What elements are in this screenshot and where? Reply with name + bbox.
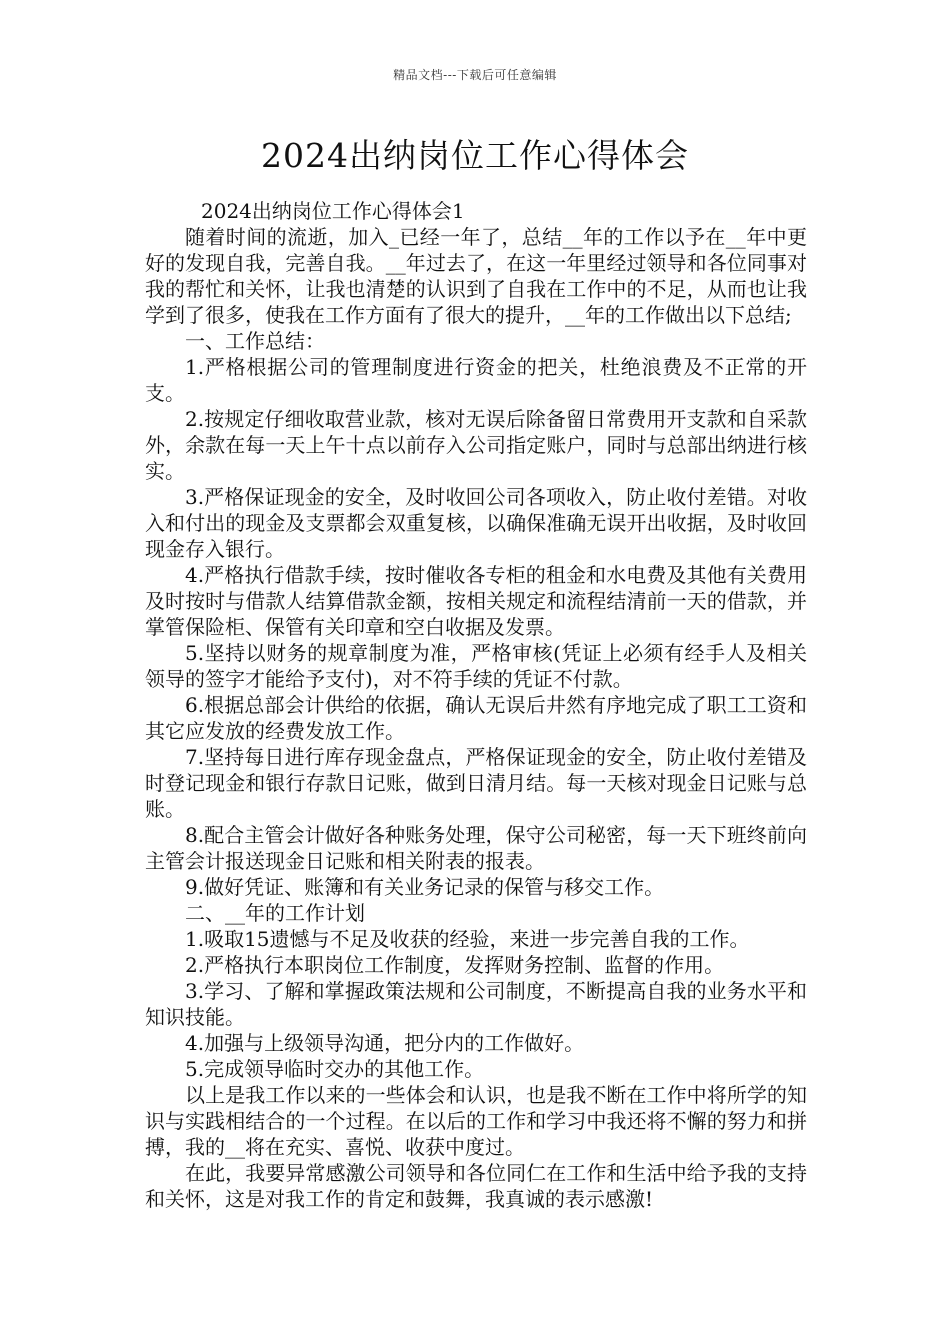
list-item: 4.严格执行借款手续，按时催收各专柜的租金和水电费及其他有关费用及时按时与借款人结算借款金额，按相关规定和流程结清前一天的借款，并掌管保险柜、保管有关印章和空白收据及发票。 [145, 563, 807, 639]
list-item: 9.做好凭证、账簿和有关业务记录的保管与移交工作。 [185, 875, 665, 899]
list-item: 5.坚持以财务的规章制度为准，严格审核(凭证上必须有经手人及相关领导的签字才能给予支付)，对不符手续的凭证不付款。 [145, 641, 807, 691]
list-item: 4.加强与上级领导沟通，把分内的工作做好。 [185, 1031, 585, 1055]
list-item: 1.严格根据公司的管理制度进行资金的把关，杜绝浪费及不正常的开支。 [145, 355, 807, 405]
list-item: 2.严格执行本职岗位工作制度，发挥财务控制、监督的作用。 [185, 953, 725, 977]
section-heading: 2024出纳岗位工作心得体会1 [201, 199, 465, 223]
list-item: 3.严格保证现金的安全，及时收回公司各项收入，防止收付差错。对收入和付出的现金及支票都会双重复核，以确保准确无误开出收据，及时收回现金存入银行。 [145, 485, 807, 561]
list-item: 5.完成领导临时交办的其他工作。 [185, 1057, 485, 1081]
paragraph: 随着时间的流逝，加入_已经一年了，总结__年的工作以予在__年中更好的发现自我，完善自我。__年过去了，在这一年里经过领导和各位同事对我的帮忙和关怀，让我也清楚的认识到了自我在工作中的不足，从而也让我学到了很多，使我在工作方面有了很大的提升，__年的工作做出以下总结; [145, 225, 807, 327]
list-item: 3.学习、了解和掌握政策法规和公司制度，不断提高自我的业务水平和知识技能。 [145, 979, 807, 1029]
header-note: 精品文档---下载后可任意编辑 [393, 68, 557, 82]
list-item: 8.配合主管会计做好各种账务处理，保守公司秘密，每一天下班终前向主管会计报送现金日记账和相关附表的报表。 [145, 823, 807, 873]
document-title: 2024出纳岗位工作心得体会 [261, 136, 689, 175]
paragraph: 在此，我要异常感激公司领导和各位同仁在工作和生活中给予我的支持和关怀，这是对我工作的肯定和鼓舞，我真诚的表示感激! [145, 1161, 807, 1211]
list-item: 6.根据总部会计供给的依据，确认无误后井然有序地完成了职工工资和其它应发放的经费发放工作。 [145, 693, 807, 743]
section-heading: 二、__年的工作计划 [185, 901, 365, 925]
list-item: 2.按规定仔细收取营业款，核对无误后除备留日常费用开支款和自采款外，余款在每一天上午十点以前存入公司指定账户，同时与总部出纳进行核实。 [145, 407, 807, 483]
list-item: 7.坚持每日进行库存现金盘点，严格保证现金的安全，防止收付差错及时登记现金和银行存款日记账，做到日清月结。每一天核对现金日记账与总账。 [145, 745, 807, 821]
paragraph: 以上是我工作以来的一些体会和认识，也是我不断在工作中将所学的知识与实践相结合的一个过程。在以后的工作和学习中我还将不懈的努力和拼搏，我的__将在充实、喜悦、收获中度过。 [145, 1083, 807, 1159]
document-body [145, 198, 807, 1212]
list-item: 1.吸取15遗憾与不足及收获的经验，来进一步完善自我的工作。 [185, 927, 750, 951]
section-heading: 一、工作总结： [185, 329, 325, 353]
